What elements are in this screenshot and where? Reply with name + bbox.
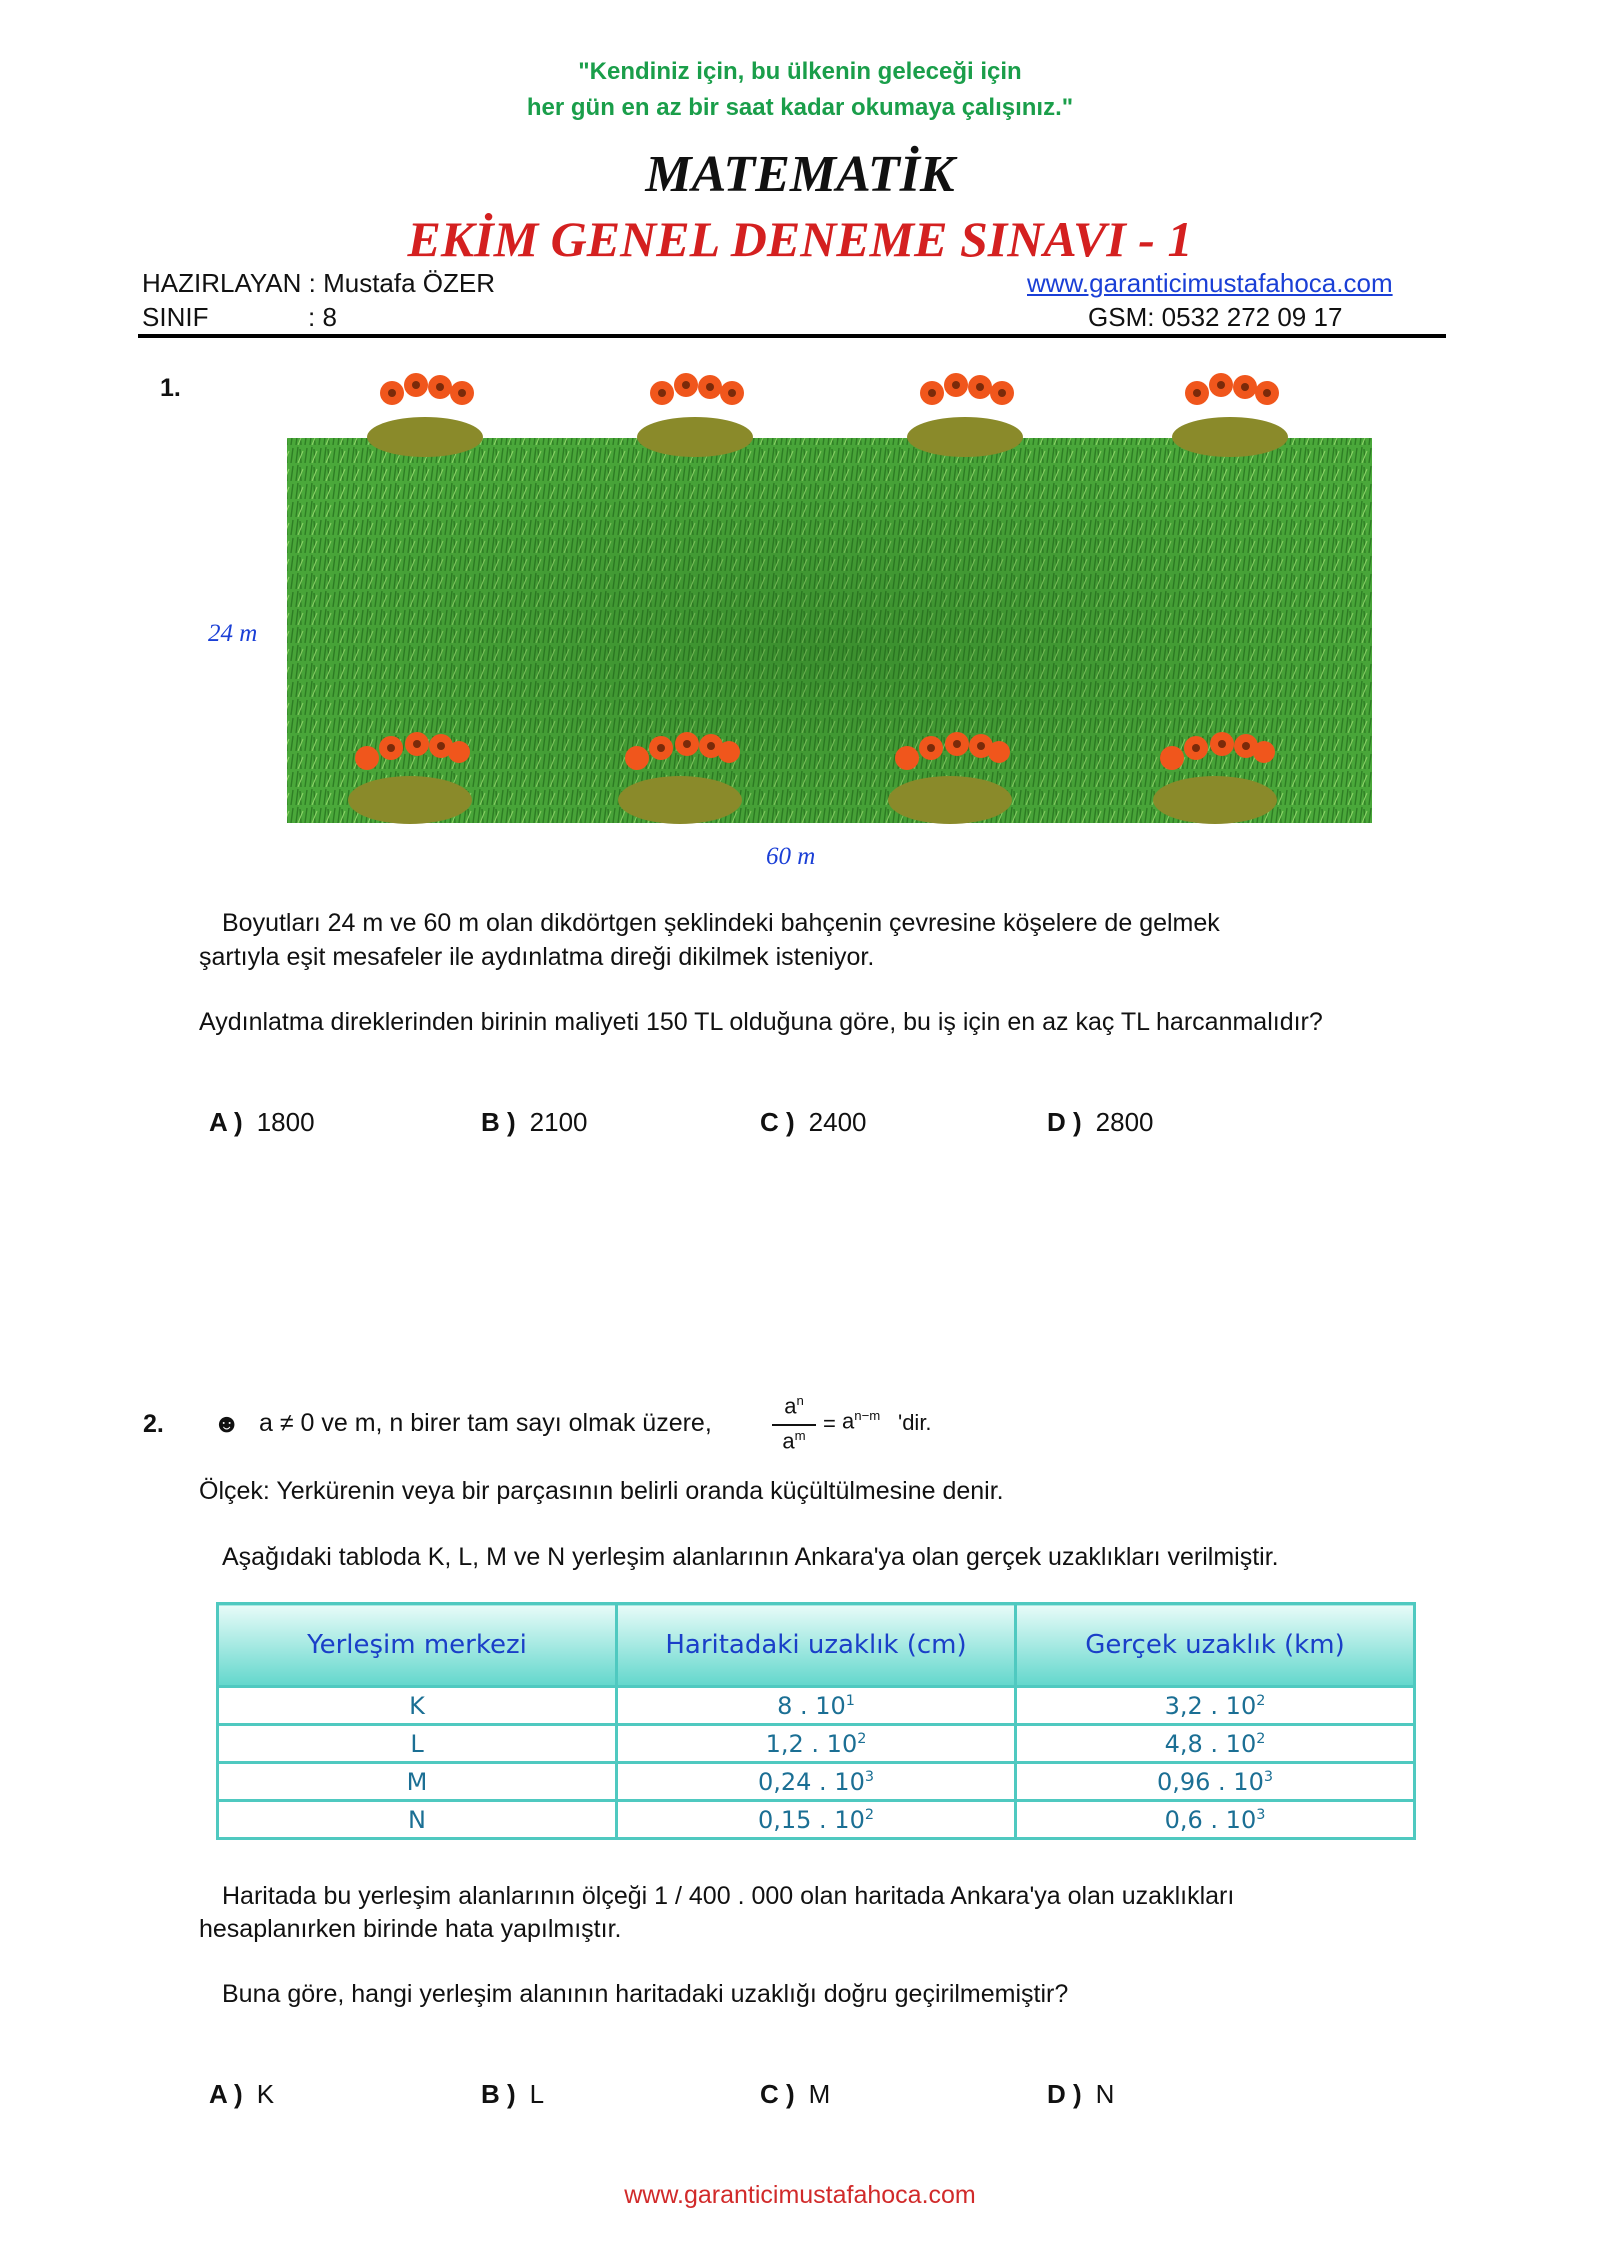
- formula-denominator: $a^m$: [782, 1428, 806, 1454]
- q2-option-d[interactable]: D ) N: [1047, 2079, 1115, 2109]
- cell-map-distance: 1,2 . $10^2$: [617, 1725, 1016, 1763]
- subject-title: MATEMATİK: [645, 146, 955, 203]
- cell-real-distance: 0,96 . $10^3$: [1016, 1763, 1415, 1801]
- q2-text-line-1: Haritada bu yerleşim alanlarının ölçeği 1 / 400 . 000 olan haritada Ankara'ya olan uzaklıkları: [222, 1882, 1235, 1910]
- height-label: 24 m: [208, 620, 258, 647]
- flower-clump-top-3: [907, 373, 1023, 457]
- flower-clump-top-4: [1172, 373, 1288, 457]
- website-link[interactable]: www.garanticimustafahoca.com: [1027, 268, 1393, 298]
- q2-option-b[interactable]: B ) L: [481, 2079, 545, 2109]
- cell-place: K: [218, 1687, 617, 1725]
- q1-text-line-1: Boyutları 24 m ve 60 m olan dikdörtgen şeklindeki bahçenin çevresine köşelere de gelmek: [222, 909, 1220, 937]
- cell-place: L: [218, 1725, 617, 1763]
- footer-website[interactable]: www.garanticimustafahoca.com: [624, 2181, 976, 2209]
- gsm-number: GSM: 0532 272 09 17: [1088, 302, 1343, 332]
- author-label: HAZIRLAYAN : Mustafa ÖZER: [142, 268, 496, 298]
- cell-map-distance: 8 . $10^1$: [617, 1687, 1016, 1725]
- cell-real-distance: 0,6 . $10^3$: [1016, 1801, 1415, 1839]
- header-map-distance: Haritadaki uzaklık (cm): [617, 1604, 1016, 1687]
- class-value: : 8: [308, 302, 337, 332]
- q1-question: Aydınlatma direklerinden birinin maliyeti 150 TL olduğuna göre, bu iş için en az kaç TL harcanmalıdır?: [199, 1008, 1323, 1036]
- cell-real-distance: 3,2 . $10^2$: [1016, 1687, 1415, 1725]
- q2-question: Buna göre, hangi yerleşim alanının haritadaki uzaklığı doğru geçirilmemiştir?: [222, 1980, 1069, 2008]
- q1-option-a[interactable]: A ) 1800: [209, 1107, 315, 1137]
- q1-option-c[interactable]: C ) 2400: [760, 1107, 867, 1137]
- table-row: [218, 1725, 1415, 1763]
- q1-option-d[interactable]: D ) 2800: [1047, 1107, 1154, 1137]
- header-divider: [138, 334, 1446, 338]
- question-2-number: 2.: [143, 1410, 164, 1438]
- class-label: SINIF: [142, 302, 209, 332]
- formula-result: $a^{n-m}$: [842, 1408, 881, 1434]
- q2-rule-text: a ≠ 0 ve m, n birer tam sayı olmak üzere,: [259, 1409, 712, 1437]
- q2-option-c[interactable]: C ) M: [760, 2079, 831, 2109]
- smiley-bullet-icon: ☻: [213, 1408, 241, 1438]
- width-label: 60 m: [766, 843, 816, 870]
- garden-illustration: [280, 355, 1390, 830]
- quote-line-2: her gün en az bir saat kadar okumaya çalışınız.": [526, 94, 1074, 121]
- distance-table: [216, 1602, 1416, 1840]
- flower-clump-top-2: [637, 373, 753, 457]
- table-intro: Aşağıdaki tabloda K, L, M ve N yerleşim alanlarının Ankara'ya olan gerçek uzaklıkları verilmiştir.: [222, 1543, 1279, 1571]
- flower-clump-top-1: [367, 373, 483, 457]
- cell-place: N: [218, 1801, 617, 1839]
- cell-map-distance: 0,24 . $10^3$: [617, 1763, 1016, 1801]
- table-row: [218, 1687, 1415, 1725]
- header-place: Yerleşim merkezi: [218, 1604, 617, 1687]
- q2-text-line-2: hesaplanırken birinde hata yapılmıştır.: [199, 1915, 622, 1943]
- cell-map-distance: 0,15 . $10^2$: [617, 1801, 1016, 1839]
- table-row: [218, 1763, 1415, 1801]
- formula-numerator: $a^n$: [784, 1393, 804, 1419]
- quote-line-1: "Kendiniz için, bu ülkenin geleceği için: [578, 58, 1022, 85]
- table-header-row: [218, 1604, 1415, 1687]
- header-real-distance: Gerçek uzaklık (km): [1016, 1604, 1415, 1687]
- scale-definition: Ölçek: Yerkürenin veya bir parçasının belirli oranda küçültülmesine denir.: [199, 1477, 1004, 1505]
- exam-title: EKİM GENEL DENEME SINAVI - 1: [407, 211, 1193, 267]
- table-row: [218, 1801, 1415, 1839]
- q1-option-b[interactable]: B ) 2100: [481, 1107, 588, 1137]
- q1-text-line-2: şartıyla eşit mesafeler ile aydınlatma direği dikilmek isteniyor.: [199, 943, 875, 971]
- cell-real-distance: 4,8 . $10^2$: [1016, 1725, 1415, 1763]
- formula-suffix: 'dir.: [898, 1410, 932, 1435]
- cell-place: M: [218, 1763, 617, 1801]
- formula-fraction-bar: [772, 1424, 816, 1426]
- formula-equals: =: [823, 1411, 836, 1436]
- q2-option-a[interactable]: A ) K: [209, 2079, 275, 2109]
- question-1-number: 1.: [160, 374, 181, 402]
